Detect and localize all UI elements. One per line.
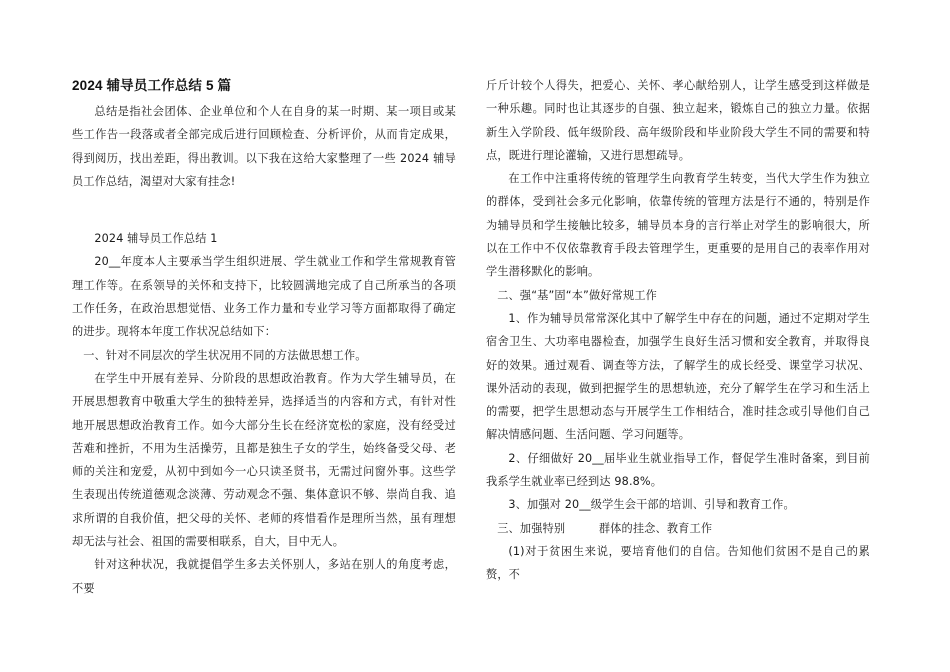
summary-paragraph-3: 针对这种状况，我就提倡学生多去关怀别人，多站在别人的角度考虑，不要 bbox=[72, 558, 456, 595]
right-column bbox=[486, 74, 870, 587]
item-paragraph-3: 3、加强对 20__级学生会干部的培训、引导和教育工作。 bbox=[508, 498, 795, 512]
heading-one: 一、针对不同层次的学生状况用不同的方法做思想工作。 bbox=[83, 348, 367, 362]
document-title: 2024 辅导员工作总结 5 篇 bbox=[72, 78, 232, 93]
heading-three bbox=[486, 517, 870, 540]
left-column bbox=[72, 74, 456, 600]
continuation-paragraph: 斤斤计较个人得失，把爱心、关怀、孝心献给别人，让学生感受到这样做是一种乐趣。同时也让其逐步的自强、独立起来，锻炼自己的独立力量。依据新生入学阶段、低年级阶段、高年级阶段和毕业阶段大学生不同的需要和特点，既进行理论灌输，又进行思想疏导。 bbox=[486, 79, 870, 162]
heading-three-part-b: 群体的挂念、教育工作 bbox=[598, 521, 713, 535]
paragraph-gap bbox=[72, 193, 456, 227]
summary-paragraph-4: 在工作中注重将传统的管理学生向教育学生转变，当代大学生作为独立的群体，受到社会多元化影响，依靠传统的管理方法是行不通的，特别是作为辅导员和学生接触比较多，辅导员本身的言行举止对学生的影响很大，所以在工作中不仅依靠教育手段去管理学生，更重要的是用自己的表率作用对学生潜移默化的影响。 bbox=[486, 172, 870, 279]
summary-paragraph-1: 20__年度本人主要承当学生组织进展、学生就业工作和学生常规教育管理工作等。在系领导的关怀和支持下，比较圆满地完成了自己所承当的各项工作任务，在政治思想觉悟、业务工作力量和专业学习等方面都取得了确定的进步。现将本年度工作状况总结如下： bbox=[72, 255, 456, 339]
item-paragraph-4: (1)对于贫困生来说，要培育他们的自信。告知他们贫困不是自己的累赘，不 bbox=[486, 544, 870, 582]
item-paragraph-2: 2、仔细做好 20__届毕业生就业指导工作，督促学生准时备案，到目前我系学生就业率已经到达 98.8%。 bbox=[486, 451, 870, 489]
summary-paragraph-2: 在学生中开展有差异、分阶段的思想政治教育。作为大学生辅导员，在开展思想教育中敬重大学生的独特差异，选择适当的内容和方式，有针对性地开展思想政治教育工作。如今大部分生长在经济宽松的家庭，没有经受过苦难和挫折，不用为生活操劳，且都是独生子女的学生，始终备受父母、老师的关注和宠爱，从初中到如今一心只读圣贤书，无需过问窗外事。这些学生表现出传统道德观念淡薄、劳动观念不强、集体意识不够、崇尚自我、追求所谓的自我价值，把父母的关怀、老师的疼惜看作是理所当然，虽有理想却无法与社会、祖国的需要相联系，自大，目中无人。 bbox=[72, 371, 456, 549]
heading-two: 二、强“基”固“本”做好常规工作 bbox=[497, 288, 658, 302]
intro-paragraph: 总结是指社会团体、企业单位和个人在自身的某一时期、某一项目或某些工作告一段落或者全部完成后进行回顾检查、分析评价，从而肯定成果，得到阅历，找出差距，得出教训。以下我在这给大家整理了一些 2024 辅导员工作总结，渴望对大家有挂念! bbox=[72, 105, 456, 188]
item-paragraph-1: 1、作为辅导员常常深化其中了解学生中存在的问题，通过不定期对学生宿舍卫生、大功率电器检查，加强学生良好生活习惯和安全教育，并取得良好的效果。通过观看、调查等方法，了解学生的成长经受、课堂学习状况、课外活动的表现，做到把握学生的思想轨迹，充分了解学生在学习和生活上的需要，把学生思想动态与开展学生工作相结合，准时挂念或引导他们自己解决情感问题、生活问题、学习问题等。 bbox=[486, 311, 870, 442]
section-title: 2024 辅导员工作总结 1 bbox=[94, 232, 218, 246]
heading-three-part-a: 三、加强特别 bbox=[497, 521, 566, 535]
